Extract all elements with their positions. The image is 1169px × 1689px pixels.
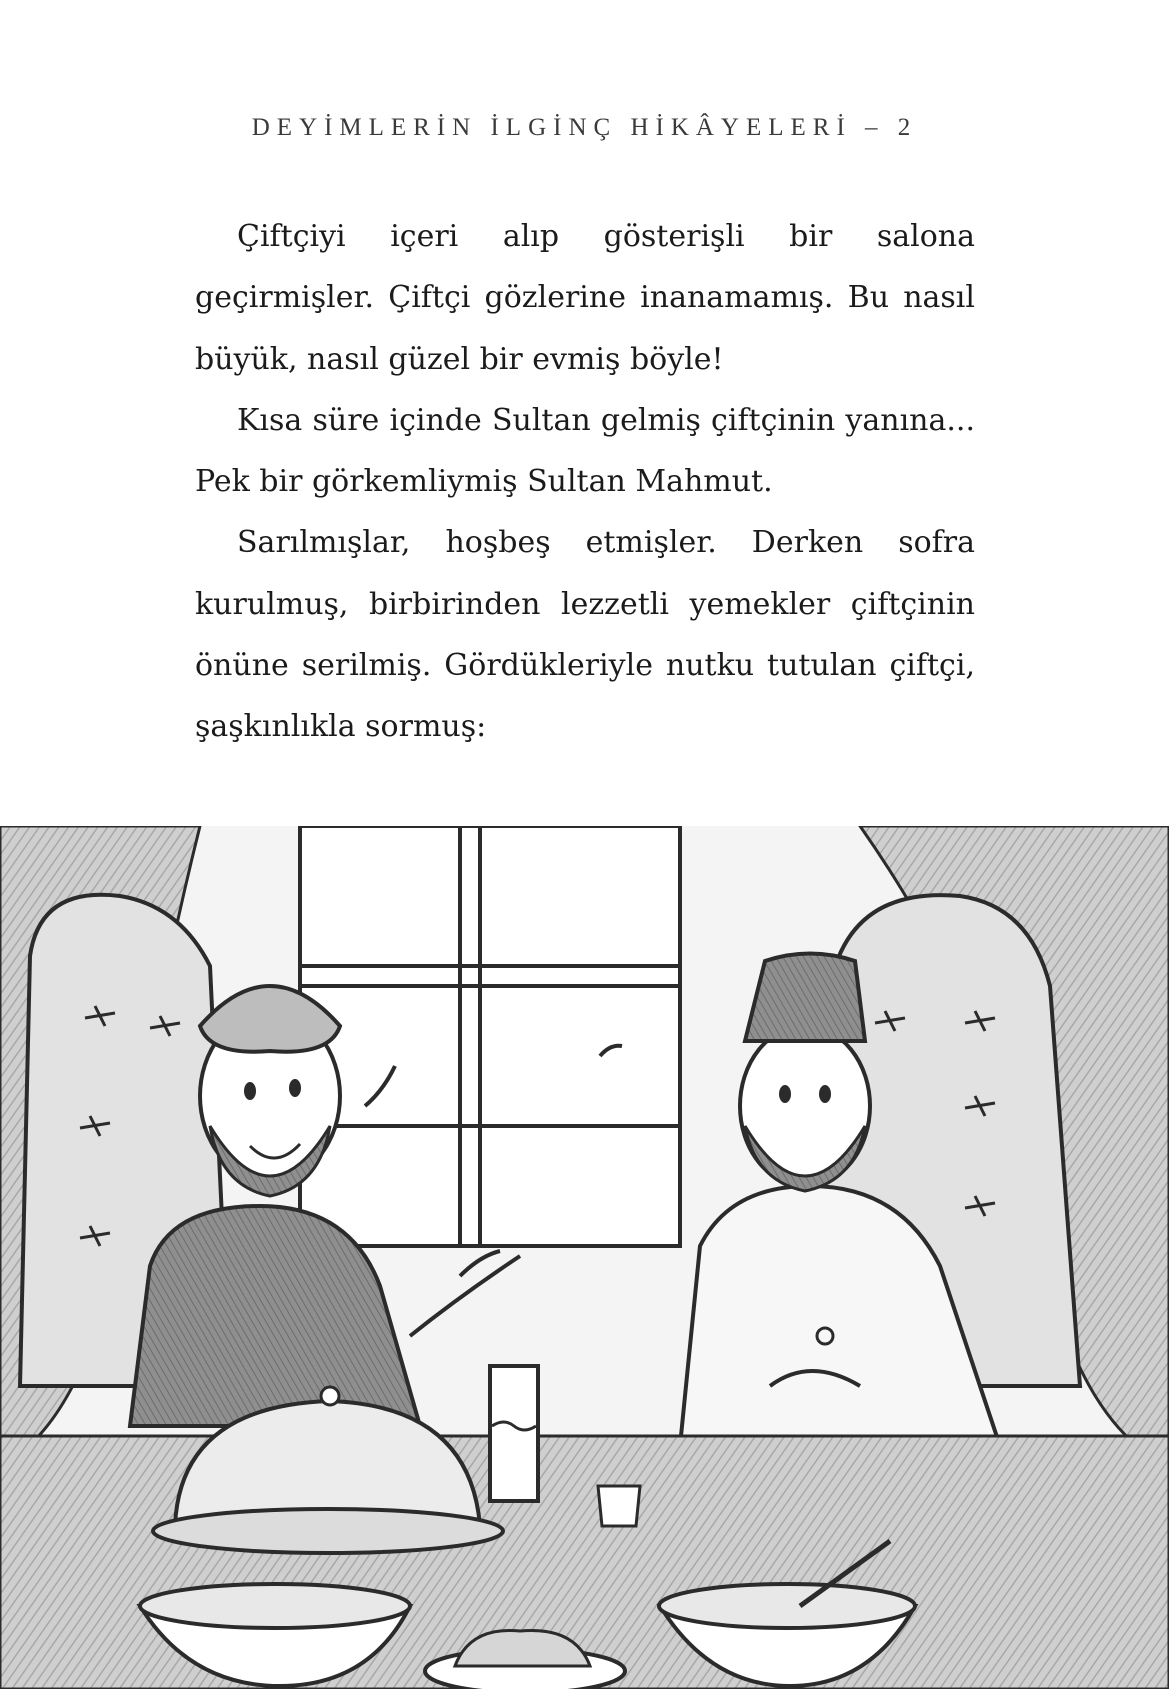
table [0, 1436, 1169, 1689]
dining-scene-illustration [0, 826, 1169, 1689]
paragraph-2: Kısa süre içinde Sultan gelmiş çiftçinin yanına... Pek bir görkemliymiş Sultan Mahmut. [195, 402, 975, 500]
small-cup [598, 1486, 640, 1526]
story-text [195, 206, 975, 758]
glass [490, 1366, 538, 1501]
paragraph-3: Sarılmışlar, hoşbeş etmişler. Derken sofra kurulmuş, birbirinden lezzetli yemekler çiftçinin önüne serilmiş. Gördükleriyle nutku tutulan çiftçi, şaşkınlıkla sormuş: [195, 525, 975, 745]
paragraph-1: Çiftçiyi içeri alıp gösterişli bir salona geçirmişler. Çiftçi gözlerine inanamamış. Bu nasıl büyük, nasıl güzel bir evmiş böyle! [195, 219, 975, 377]
window [300, 826, 680, 1246]
running-header: DEYİMLERİN İLGİNÇ HİKÂYELERİ – 2 [251, 114, 918, 141]
